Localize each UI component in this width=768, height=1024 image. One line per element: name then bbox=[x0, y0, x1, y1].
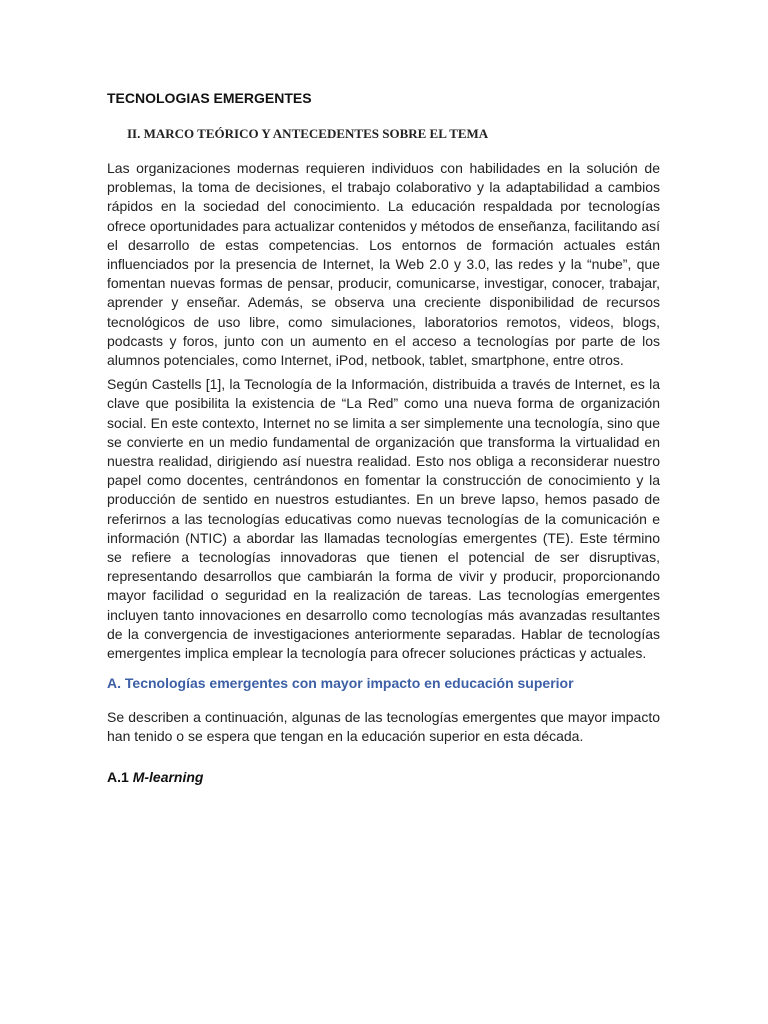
subsubsection-title: M-learning bbox=[132, 768, 204, 785]
subsection-heading: A. Tecnologías emergentes con mayor impacto en educación superior bbox=[107, 675, 574, 692]
paragraph: Las organizaciones modernas requieren individuos con habilidades en la solución de problemas, la toma de decisiones, el trabajo colaborativo y la adaptabilidad a cambios rápidos en la sociedad del conocimiento. La educación respaldada por tecnologías ofrece oportunidades para actualizar contenidos y métodos de enseñanza, facilitando así el desarrollo de estas competencias. Los entornos de formación actuales están influenciados por la presencia de Internet, la Web 2.0 y 3.0, las redes y la “nube”, que fomentan nuevas formas de pensar, producir, comunicarse, investigar, conocer, trabajar, aprender y enseñar. Además, se observa una creciente disponibilidad de recursos tecnológicos de uso libre, como simulaciones, laboratorios remotos, videos, blogs, podcasts y foros, junto con un aumento en el acceso a tecnologías por parte de los alumnos potenciales, como Internet, iPod, netbook, tablet, smartphone, entre otros. bbox=[107, 160, 660, 369]
subsubsection-number: A.1 bbox=[107, 768, 129, 785]
paragraph: Según Castells [1], la Tecnología de la Información, distribuida a través de Internet, es la clave que posibilita la existencia de “La Red” como una nueva forma de organización social. En este contexto, Internet no se limita a ser simplemente una tecnología, sino que se convierte en un medio fundamental de organización que transforma la virtualidad en nuestra realidad, dirigiendo así nuestra realidad. Esto nos obliga a reconsiderar nuestro papel como docentes, centrándonos en fomentar la construcción de conocimiento y la producción de sentido en nuestros estudiantes. En un breve lapso, hemos pasado de referirnos a las tecnologías educativas como nuevas tecnologías de la comunicación e información (NTIC) a abordar las llamadas tecnologías emergentes (TE). Este término se refiere a tecnologías innovadoras que tienen el potencial de ser disruptivas, representando desarrollos que cambiarán la forma de vivir y producir, proporcionando mayor facilidad o seguridad en la realización de tareas. Las tecnologías emergentes incluyen tanto innovaciones en desarrollo como tecnologías más avanzadas resultantes de la convergencia de investigaciones anteriormente separadas. Hablar de tecnologías emergentes implica emplear la tecnología para ofrecer soluciones prácticas y actuales. bbox=[107, 376, 660, 662]
subsubsection-heading bbox=[107, 767, 660, 787]
paragraph: Se describen a continuación, algunas de las tecnologías emergentes que mayor impacto han tenido o se espera que tengan en la educación superior en esta década. bbox=[107, 709, 660, 745]
section-heading: II. MARCO TEÓRICO Y ANTECEDENTES SOBRE EL TEMA bbox=[127, 126, 489, 141]
document-title: TECNOLOGIAS EMERGENTES bbox=[107, 90, 312, 106]
document-body bbox=[107, 88, 660, 787]
